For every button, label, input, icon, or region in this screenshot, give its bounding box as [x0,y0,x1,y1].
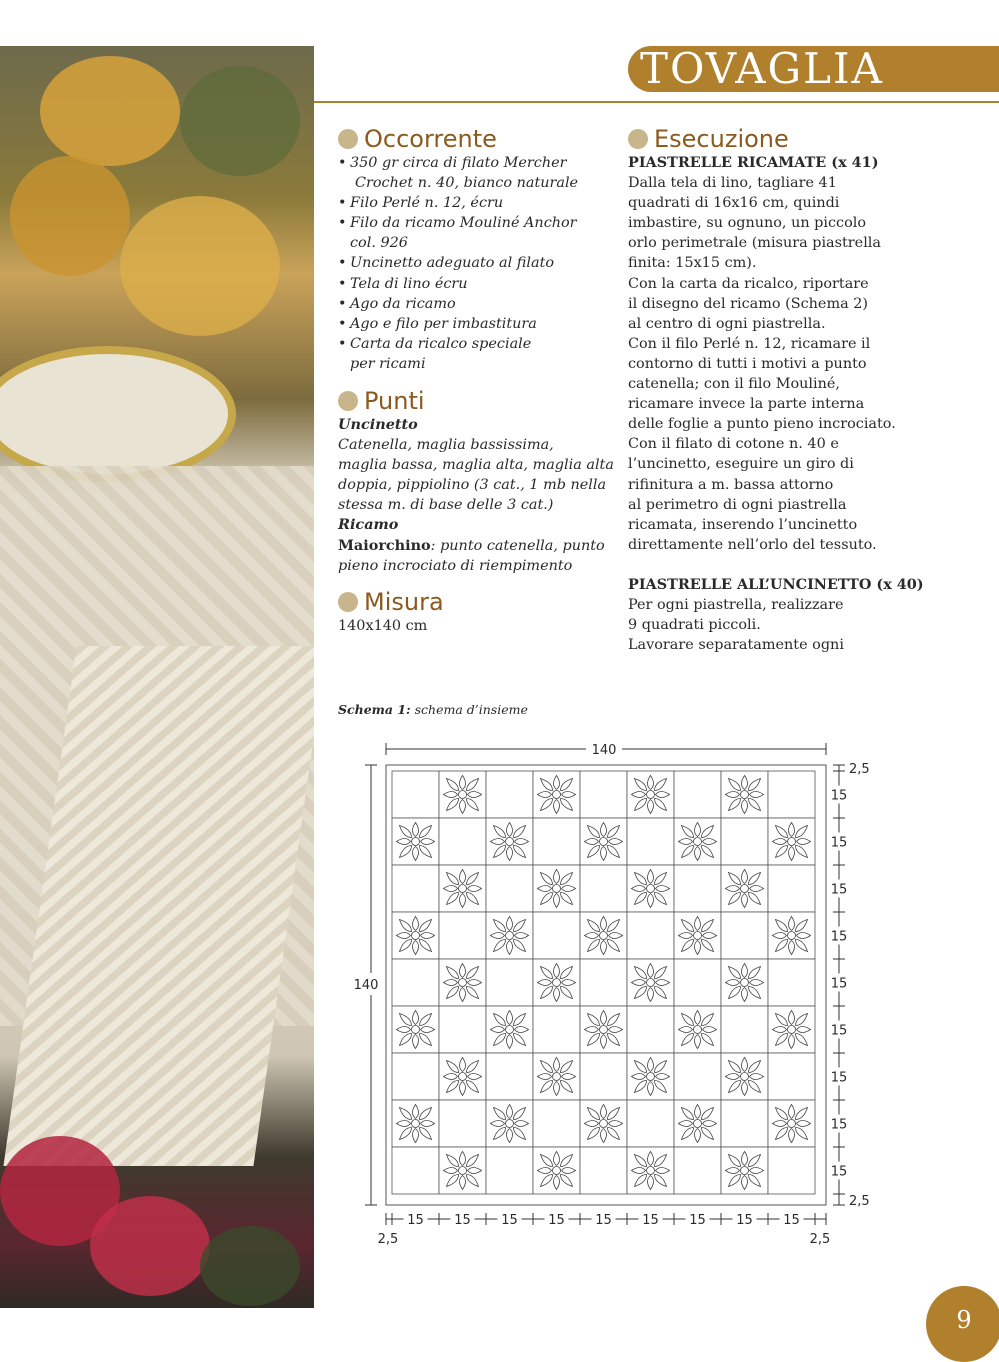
list-item: • Carta da ricalco speciale [338,334,578,354]
tile-height-label: 15 [830,976,848,992]
paragraph-line: Dalla tela di lino, tagliare 41 [628,175,837,192]
grid-cell [533,1100,580,1147]
heading-text: Occorrente [364,125,497,153]
tile-height-label: 15 [830,1164,848,1180]
tile-width-label: 15 [407,1213,424,1228]
occorrente-list [338,153,578,374]
grid-cell [721,912,768,959]
list-item: • Filo Perlé n. 12, écru [338,193,578,213]
list-item-cont: per ricami [350,355,426,372]
grid-cell [439,818,486,865]
grid-cell [392,771,439,818]
heading-text: Misura [364,588,444,616]
grid-cell [533,912,580,959]
grid-cell [486,1147,533,1194]
paragraph-line: contorno di tutti i motivi a punto [628,355,867,372]
tile-height-label: 15 [830,1117,848,1133]
list-item: • Ago e filo per imbastitura [338,314,578,334]
grid-cell [580,865,627,912]
paragraph-line: direttamente nell’orlo del tessuto. [628,536,877,553]
section-heading-occorrente [338,124,497,154]
list-item: • Uncinetto adeguato al filato [338,253,578,273]
grid-cell [392,959,439,1006]
paragraph-line: orlo perimetrale (misura piastrella [628,235,881,252]
list-item: • Filo da ricamo Mouliné Anchor [338,213,578,233]
paragraph-ricamate [628,173,924,555]
section-heading-esecuzione [628,124,789,154]
title-rule [314,101,999,103]
tile-height-label: 15 [830,1023,848,1039]
tile-height-label: 15 [830,835,848,851]
grid-cell [486,771,533,818]
heading-text: Esecuzione [654,125,789,153]
uncinetto-line: stessa m. di base delle 3 cat.) [338,497,554,514]
schema-caption [338,702,528,717]
grid-cell [768,1053,815,1100]
grid-cell [721,1006,768,1053]
grid-cell [674,1053,721,1100]
maiorchino-text: : punto catenella, punto [430,537,605,554]
paragraph-line: il disegno del ricamo (Schema 2) [628,295,869,312]
paragraph-line: Con il filato di cotone n. 40 e [628,436,839,453]
grid-cell [721,1100,768,1147]
border-label: 2,5 [849,762,870,777]
border-label: 2,5 [809,1232,831,1247]
paragraph-line: imbastire, su ognuno, un piccolo [628,215,867,232]
ricamo-label: Ricamo [338,516,399,534]
tile-width-label: 15 [548,1213,565,1228]
grid-cell [392,1053,439,1100]
tile-height-label: 15 [830,788,848,804]
grid-cell [439,1100,486,1147]
width-label: 140 [591,743,617,758]
tile-width-label: 15 [595,1213,612,1228]
subheading-uncinetto: PIASTRELLE ALL’UNCINETTO (x 40) [628,575,924,593]
punti-text [338,415,614,576]
paragraph-line: Lavorare separatamente ogni [628,637,844,654]
border-label: 2,5 [377,1232,399,1247]
grid-cell [392,865,439,912]
paragraph-line: l’uncinetto, eseguire un giro di [628,456,854,473]
paragraph-line: finita: 15x15 cm). [628,255,757,272]
caption-label: Schema 1: [338,702,411,717]
list-item: • Tela di lino écru [338,274,578,294]
paragraph-line: delle foglie a punto pieno incrociato. [628,416,896,433]
grid-cell [533,1006,580,1053]
grid-cell [674,1147,721,1194]
border-label: 2,5 [849,1194,870,1209]
grid-cell [768,771,815,818]
list-item-cont: Crochet n. 40, bianco naturale [355,175,579,192]
grid-cell [627,1100,674,1147]
page-number: 9 [956,1306,972,1334]
grid-cell [768,1147,815,1194]
tile-height-label: 15 [830,929,848,945]
tile-height-label: 15 [830,882,848,898]
grid-cell [674,865,721,912]
height-label: 140 [353,978,379,993]
tile-width-label: 15 [454,1213,471,1228]
grid-cell [439,1006,486,1053]
bullet-dot-icon [338,592,358,612]
grid-cell [580,1053,627,1100]
paragraph-line: Con il filo Perlé n. 12, ricamare il [628,335,871,352]
tile-width-label: 15 [642,1213,659,1228]
grid-cell [674,959,721,1006]
paragraph-line: Per ogni piastrella, realizzare [628,597,844,614]
uncinetto-line: Catenella, maglia bassissima, [338,437,554,454]
grid-cell [674,771,721,818]
grid-cell [486,959,533,1006]
tile-width-label: 15 [689,1213,706,1228]
uncinetto-line: doppia, pippiolino (3 cat., 1 mb nella [338,477,607,494]
maiorchino-line-2: pieno incrociato di riempimento [338,557,573,574]
tile-width-label: 15 [736,1213,753,1228]
grid-cell [533,818,580,865]
paragraph-uncinetto [628,595,924,655]
uncinetto-line: maglia bassa, maglia alta, maglia alta [338,457,614,474]
heading-text: Punti [364,387,425,415]
grid-cell [627,1006,674,1053]
paragraph-line: quadrati di 16x16 cm, quindi [628,195,840,212]
list-item-cont: col. 926 [350,235,408,252]
maiorchino-label: Maiorchino [338,536,431,554]
schema-diagram [350,735,870,1255]
tablecloth-photo [0,46,314,1308]
paragraph-line: catenella; con il filo Mouliné, [628,376,840,393]
grid-cell [392,1147,439,1194]
bullet-dot-icon [628,129,648,149]
section-heading-punti [338,386,425,416]
grid-cell [580,771,627,818]
paragraph-line: rifinitura a m. bassa attorno [628,476,834,493]
list-item: • 350 gr circa di filato Mercher [338,153,578,173]
maiorchino-line [338,536,614,556]
bullet-dot-icon [338,391,358,411]
grid-cell [721,818,768,865]
tile-height-label: 15 [830,1070,848,1086]
grid-cell [486,865,533,912]
misura-value: 140x140 cm [338,618,428,634]
tile-width-label: 15 [501,1213,518,1228]
grid-cell [768,959,815,1006]
paragraph-line: 9 quadrati piccoli. [628,617,761,634]
uncinetto-label: Uncinetto [338,416,418,433]
grid-cell [627,912,674,959]
page-title: TOVAGLIA [640,44,884,93]
tile-width-label: 15 [783,1213,800,1228]
paragraph-line: Con la carta da ricalco, riportare [628,275,869,292]
bullet-dot-icon [338,129,358,149]
paragraph-line: ricamare invece la parte interna [628,396,865,413]
grid-cell [439,912,486,959]
paragraph-line: al perimetro di ogni piastrella [628,496,847,513]
subheading-ricamate: PIASTRELLE RICAMATE (x 41) [628,154,879,171]
grid-cell [486,1053,533,1100]
section-heading-misura [338,587,444,617]
grid-cell [580,1147,627,1194]
esecuzione-text [628,153,924,655]
grid-cell [768,865,815,912]
list-item: • Ago da ricamo [338,294,578,314]
grid-cell [627,818,674,865]
grid-cell [580,959,627,1006]
caption-text: schema d’insieme [410,702,528,717]
paragraph-line: al centro di ogni piastrella. [628,315,826,332]
paragraph-line: ricamata, inserendo l’uncinetto [628,516,858,533]
